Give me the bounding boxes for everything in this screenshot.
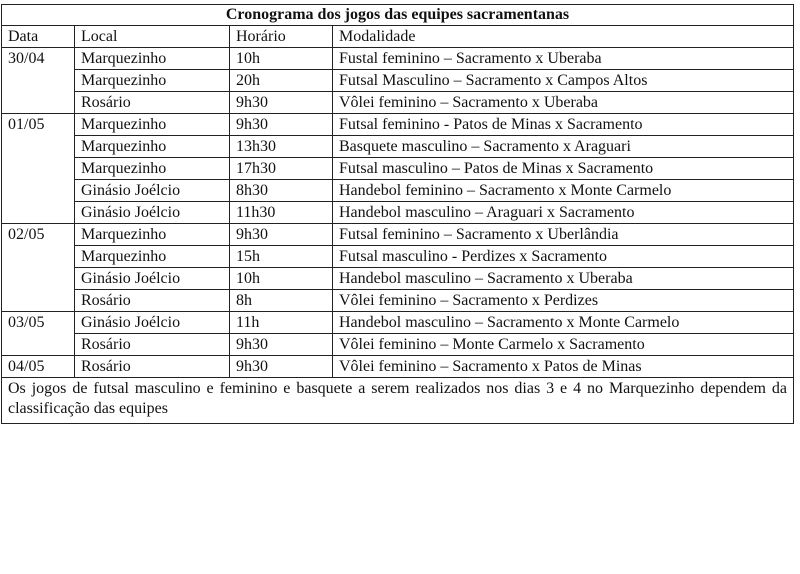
table-row — [2, 48, 794, 70]
local-cell: Marquezinho — [75, 70, 230, 92]
table-row — [2, 114, 794, 136]
modality-cell: Basquete masculino – Sacramento x Araguari — [333, 136, 794, 158]
time-cell: 9h30 — [230, 92, 333, 114]
date-cell-empty — [2, 268, 75, 290]
local-cell: Marquezinho — [75, 114, 230, 136]
date-cell-empty — [2, 70, 75, 92]
local-cell: Ginásio Joélcio — [75, 312, 230, 334]
table-row — [2, 334, 794, 356]
date-cell-empty — [2, 136, 75, 158]
modality-cell: Futsal feminino – Sacramento x Uberlândia — [333, 224, 794, 246]
local-cell: Marquezinho — [75, 224, 230, 246]
header-time: Horário — [230, 26, 333, 48]
local-cell: Rosário — [75, 290, 230, 312]
schedule-body — [2, 48, 794, 424]
table-row — [2, 202, 794, 224]
date-cell: 01/05 — [2, 114, 75, 136]
table-row — [2, 158, 794, 180]
table-row — [2, 268, 794, 290]
date-cell: 04/05 — [2, 356, 75, 378]
time-cell: 11h30 — [230, 202, 333, 224]
date-cell-empty — [2, 202, 75, 224]
time-cell: 9h30 — [230, 114, 333, 136]
time-cell: 10h — [230, 48, 333, 70]
table-row — [2, 180, 794, 202]
date-cell-empty — [2, 92, 75, 114]
time-cell: 8h30 — [230, 180, 333, 202]
modality-cell: Futsal masculino – Patos de Minas x Sacramento — [333, 158, 794, 180]
local-cell: Marquezinho — [75, 158, 230, 180]
local-cell: Rosário — [75, 92, 230, 114]
modality-cell: Fustal feminino – Sacramento x Uberaba — [333, 48, 794, 70]
table-row — [2, 246, 794, 268]
schedule-document — [1, 4, 793, 424]
table-row — [2, 312, 794, 334]
table-row — [2, 290, 794, 312]
modality-cell: Handebol masculino – Sacramento x Monte Carmelo — [333, 312, 794, 334]
modality-cell: Futsal feminino - Patos de Minas x Sacramento — [333, 114, 794, 136]
modality-cell: Vôlei feminino – Monte Carmelo x Sacramento — [333, 334, 794, 356]
table-row — [2, 70, 794, 92]
header-local: Local — [75, 26, 230, 48]
table-row — [2, 92, 794, 114]
local-cell: Ginásio Joélcio — [75, 268, 230, 290]
local-cell: Marquezinho — [75, 246, 230, 268]
time-cell: 20h — [230, 70, 333, 92]
local-cell: Marquezinho — [75, 48, 230, 70]
table-row — [2, 136, 794, 158]
time-cell: 8h — [230, 290, 333, 312]
time-cell: 9h30 — [230, 334, 333, 356]
modality-cell: Vôlei feminino – Sacramento x Uberaba — [333, 92, 794, 114]
modality-cell: Futsal Masculino – Sacramento x Campos Altos — [333, 70, 794, 92]
header-date: Data — [2, 26, 75, 48]
date-cell-empty — [2, 180, 75, 202]
date-cell-empty — [2, 290, 75, 312]
header-row — [2, 26, 794, 48]
date-cell-empty — [2, 246, 75, 268]
table-row — [2, 224, 794, 246]
time-cell: 9h30 — [230, 356, 333, 378]
schedule-table — [1, 4, 794, 424]
time-cell: 11h — [230, 312, 333, 334]
date-cell: 30/04 — [2, 48, 75, 70]
schedule-note: Os jogos de futsal masculino e feminino e basquete a serem realizados nos dias 3 e 4 no Marquezinho dependem da classificação das equipes — [2, 378, 794, 424]
modality-cell: Handebol masculino – Araguari x Sacramento — [333, 202, 794, 224]
date-cell-empty — [2, 158, 75, 180]
header-modality: Modalidade — [333, 26, 794, 48]
modality-cell: Handebol masculino – Sacramento x Uberaba — [333, 268, 794, 290]
time-cell: 9h30 — [230, 224, 333, 246]
date-cell: 02/05 — [2, 224, 75, 246]
local-cell: Marquezinho — [75, 136, 230, 158]
table-row — [2, 356, 794, 378]
local-cell: Ginásio Joélcio — [75, 180, 230, 202]
modality-cell: Vôlei feminino – Sacramento x Perdizes — [333, 290, 794, 312]
modality-cell: Vôlei feminino – Sacramento x Patos de Minas — [333, 356, 794, 378]
date-cell: 03/05 — [2, 312, 75, 334]
time-cell: 15h — [230, 246, 333, 268]
table-title: Cronograma dos jogos das equipes sacramentanas — [1, 4, 794, 25]
time-cell: 10h — [230, 268, 333, 290]
modality-cell: Futsal masculino - Perdizes x Sacramento — [333, 246, 794, 268]
time-cell: 17h30 — [230, 158, 333, 180]
note-row — [2, 378, 794, 424]
date-cell-empty — [2, 334, 75, 356]
local-cell: Ginásio Joélcio — [75, 202, 230, 224]
modality-cell: Handebol feminino – Sacramento x Monte Carmelo — [333, 180, 794, 202]
local-cell: Rosário — [75, 356, 230, 378]
local-cell: Rosário — [75, 334, 230, 356]
time-cell: 13h30 — [230, 136, 333, 158]
